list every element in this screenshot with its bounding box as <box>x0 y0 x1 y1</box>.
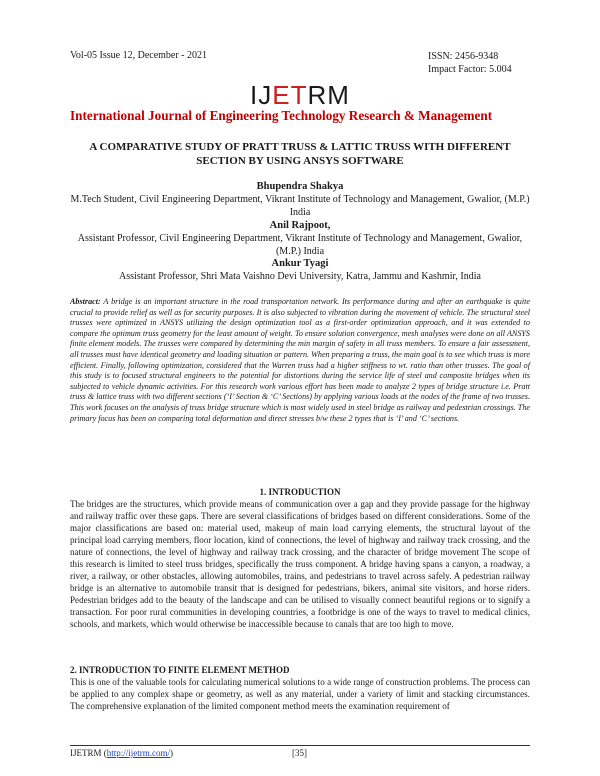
abstract-text: A bridge is an important structure in the road transportation network. Its performance during and after an earthquake is quite crucial to provide relief as well as for security purposes. It is also subjected to vibration during the movement of vehicle. The structural steel trusses were optimized in ANSYS utilizing the design optimization tool as a first-order optimization approach, and it was extended to compare the optimum truss geometry for the least amount of weight. To ensure solution convergence, mesh analyses were done on all ANSYS finite element models. The trusses were compared by determining the min margin of safety in all truss members. To ensure a fair assessment, all trusses must have identical geometry and loading situation or pattern. When preparing a truss, the main goal is to see which truss is more efficient. Finally, following optimization, considered that the Warren truss had a higher stiffness to wt. ratio than other trusses. The goal of this study is to focused structural engineers to the potential for distortions during the service life of steel and composite bridges when its subjected to vehicle dynamic activities. For this research work various effort has been made to analyze 2 types of bridge structure i.e. Pratt truss & lattice truss with two different sections (‘I’ Section & ‘C’ Sections) by applying various loads at the nodes of the frame of two trusses. This work focuses on the analysis of truss bridge structure which is most widely used in steel bridge as railway and pedestrian crossings. The primary focus has been on comparing total deformation and direct stresses b/w these 2 types that is ‘I’ and ‘C’ sections. <box>70 297 530 423</box>
abstract-label: Abstract: <box>70 297 101 306</box>
section-introduction <box>70 486 530 630</box>
issn-block <box>428 50 512 76</box>
footer-divider <box>70 745 530 746</box>
author-3: Ankur Tyagi <box>271 258 329 269</box>
volume-issue: Vol-05 Issue 12, December - 2021 <box>70 50 208 61</box>
author-1-affiliation: M.Tech Student, Civil Engineering Department, Vikrant Institute of Technology and Management, Gwalior, (M.P.) India <box>70 194 530 218</box>
footer-journal: IJETRM (http://ijetrm.com/) <box>70 748 173 758</box>
abstract <box>70 297 530 424</box>
author-2-affiliation: Assistant Professor, Civil Engineering Department, Vikrant Institute of Technology and Management, Gwalior, (M.P.) India <box>77 233 523 257</box>
journal-name: International Journal of Engineering Technology Research & Management <box>70 108 493 123</box>
section-fem <box>70 664 530 712</box>
author-3-affiliation: Assistant Professor, Shri Mata Vaishno Devi University, Katra, Jammu and Kashmir, India <box>119 271 481 282</box>
section-heading: 2. INTRODUCTION TO FINITE ELEMENT METHOD <box>70 665 290 675</box>
author-2: Anil Rajpoot, <box>269 220 331 231</box>
footer-link[interactable]: http://ijetrm.com/ <box>106 748 170 758</box>
section-heading: 1. INTRODUCTION <box>259 487 341 497</box>
logo-highlight: ET <box>272 80 308 110</box>
author-name: Bhupendra Shakya <box>256 181 344 192</box>
impact-factor: Impact Factor: 5.004 <box>428 64 512 75</box>
page-number: [35] <box>292 748 307 758</box>
author-1 <box>70 181 530 194</box>
paper-title: A COMPARATIVE STUDY OF PRATT TRUSS & LATTIC TRUSS WITH DIFFERENT SECTION BY USING ANSYS SOFTWARE <box>89 141 511 167</box>
journal-logo <box>0 80 600 111</box>
section-body: This is one of the valuable tools for calculating numerical solutions to a wide range of construction problems. The process can be applied to any complex shape or geometry, as well as any material, under a variety of limit and stacking circumstances. The comprehensive explanation of the limited component method meets the examination requirement of <box>70 677 530 711</box>
section-body: The bridges are the structures, which provide means of communication over a gap and they provide passage for the highway and railway traffic over these gaps. There are several classifications of bridges based on different considerations. Some of the major classifications are based on: material used, makeup of main load carrying elements, the structural layout of the principal load carrying members, floor location, kind of connections, the level of highway and railway track crossing, and the nature of connections, the level of highway and railway track crossing, and the character of bridge movement The scope of this research is limited to steel truss bridges, specifically the truss component. A bridge having spans a canyon, a roadway, a river, a railway, or other obstacles, allowing automobiles, trains, and pedestrians to travel across safely. A pedestrian railway bridge is an alternative to automobile transit that is designed for pedestrians, bikers, animal site visitors, and horse riders. Pedestrian bridges add to the beauty of the landscape and can be utilised to visually connect beautiful regions or to signify a transaction. For poor rural communities in developing countries, a footbridge is one of the ways to travel to medical clinics, schools, and markets, which would otherwise be inaccessible because to canals that are too high to move. <box>70 499 530 629</box>
logo-prefix: IJ <box>250 80 273 110</box>
issn: ISSN: 2456-9348 <box>428 51 499 62</box>
logo-suffix: RM <box>307 80 350 110</box>
